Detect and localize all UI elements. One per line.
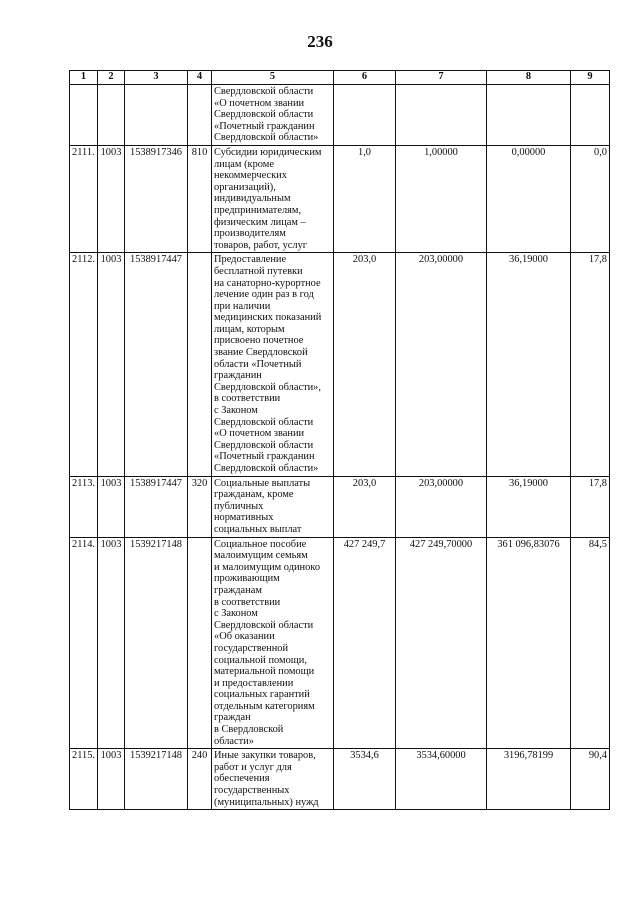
column-header-5: 5 xyxy=(212,71,334,85)
cell-expense-type xyxy=(188,253,212,476)
column-header-2: 2 xyxy=(98,71,125,85)
cell-col9: 90,4 xyxy=(571,749,610,810)
description-line: «О почетном звании xyxy=(214,428,305,440)
cell-col7: 3534,60000 xyxy=(396,749,487,810)
description-line: Иные закупки товаров, xyxy=(214,750,316,762)
cell-num: 2114. xyxy=(70,537,98,749)
cell-col9: 17,8 xyxy=(571,476,610,537)
column-header-6: 6 xyxy=(334,71,396,85)
description-line: государственной xyxy=(214,642,289,654)
description-line: публичных xyxy=(214,500,264,512)
cell-target: 1538917447 xyxy=(125,476,188,537)
cell-col7: 1,00000 xyxy=(396,145,487,252)
cell-target: 1538917346 xyxy=(125,145,188,252)
description-line: и малоимущим одиноко xyxy=(214,561,321,573)
cell-section xyxy=(98,85,125,146)
description-line: в соответствии xyxy=(214,393,281,405)
cell-col8: 361 096,83076 xyxy=(487,537,571,749)
description-line: Социальное пособие xyxy=(214,538,307,550)
page-number: 236 xyxy=(307,32,333,51)
description-line: Свердловской области», xyxy=(214,381,321,393)
cell-num xyxy=(70,85,98,146)
description-line: производителям xyxy=(214,228,286,240)
description-line: области» xyxy=(214,735,254,747)
description-line: работ и услуг для xyxy=(214,761,292,773)
description-line: Предоставление xyxy=(214,254,287,266)
cell-col8 xyxy=(487,85,571,146)
description-line: гражданам, кроме xyxy=(214,489,294,501)
description-line: Свердловской области xyxy=(214,439,314,451)
table-row xyxy=(70,145,610,252)
description-line: социальных выплат xyxy=(214,523,302,535)
description-line: в соответствии xyxy=(214,596,281,608)
description-line: проживающим xyxy=(214,573,280,585)
cell-num: 2115. xyxy=(70,749,98,810)
cell-expense-type: 320 xyxy=(188,476,212,537)
cell-section: 1003 xyxy=(98,537,125,749)
cell-col6: 3534,6 xyxy=(334,749,396,810)
table-row xyxy=(70,537,610,749)
description-line: Свердловской области xyxy=(214,416,314,428)
cell-col6: 1,0 xyxy=(334,145,396,252)
cell-section: 1003 xyxy=(98,749,125,810)
cell-col9: 84,5 xyxy=(571,537,610,749)
description-line: «Почетный гражданин xyxy=(214,120,315,132)
cell-expense-type xyxy=(188,537,212,749)
cell-target: 1539217148 xyxy=(125,749,188,810)
cell-col9 xyxy=(571,85,610,146)
cell-expense-type: 810 xyxy=(188,145,212,252)
column-header-9: 9 xyxy=(571,71,610,85)
description-line: социальных гарантий xyxy=(214,689,310,701)
description-line: и предоставлении xyxy=(214,677,294,689)
description-line: гражданин xyxy=(214,370,262,382)
description-line: при наличии xyxy=(214,300,271,312)
description-line: лицам, которым xyxy=(214,323,285,335)
cell-col9: 17,8 xyxy=(571,253,610,476)
cell-expense-type: 240 xyxy=(188,749,212,810)
cell-col7: 203,00000 xyxy=(396,476,487,537)
description-line: Субсидии юридическим xyxy=(214,146,322,158)
cell-num: 2111. xyxy=(70,145,98,252)
description-line: области «Почетный xyxy=(214,358,302,370)
cell-target: 1538917447 xyxy=(125,253,188,476)
description-line: «Об оказании xyxy=(214,631,275,643)
cell-expense-type xyxy=(188,85,212,146)
cell-description xyxy=(212,749,334,810)
cell-description xyxy=(212,85,334,146)
table-row xyxy=(70,749,610,810)
description-line: гражданам xyxy=(214,584,262,596)
description-line: малоимущим семьям xyxy=(214,550,308,562)
description-line: организаций), xyxy=(214,181,276,193)
description-line: некоммерческих xyxy=(214,170,287,182)
description-line: физическим лицам – xyxy=(214,216,306,228)
column-header-3: 3 xyxy=(125,71,188,85)
column-header-4: 4 xyxy=(188,71,212,85)
budget-table xyxy=(69,70,610,810)
description-line: на санаторно-курортное xyxy=(214,277,321,289)
cell-col8: 3196,78199 xyxy=(487,749,571,810)
description-line: лицам (кроме xyxy=(214,158,274,170)
description-line: медицинских показаний xyxy=(214,312,322,324)
description-line: присвоено почетное xyxy=(214,335,304,347)
description-line: отдельным категориям xyxy=(214,700,315,712)
table-body xyxy=(70,85,610,810)
cell-col6: 203,0 xyxy=(334,253,396,476)
cell-col7: 203,00000 xyxy=(396,253,487,476)
cell-col8: 36,19000 xyxy=(487,253,571,476)
column-header-1: 1 xyxy=(70,71,98,85)
description-line: (муниципальных) нужд xyxy=(214,796,319,808)
cell-col8: 0,00000 xyxy=(487,145,571,252)
cell-num: 2112. xyxy=(70,253,98,476)
description-line: «О почетном звании xyxy=(214,97,305,109)
description-line: обеспечения xyxy=(214,773,270,785)
description-line: лечение один раз в год xyxy=(214,289,314,301)
cell-col8: 36,19000 xyxy=(487,476,571,537)
description-line: Свердловской области» xyxy=(214,132,319,144)
column-header-7: 7 xyxy=(396,71,487,85)
description-line: материальной помощи xyxy=(214,666,315,678)
description-line: бесплатной путевки xyxy=(214,265,303,277)
description-line: Свердловской области xyxy=(214,619,314,631)
description-line: звание Свердловской xyxy=(214,347,308,359)
description-line: государственных xyxy=(214,785,290,797)
cell-col6: 203,0 xyxy=(334,476,396,537)
cell-col7 xyxy=(396,85,487,146)
table-row xyxy=(70,253,610,476)
cell-description xyxy=(212,253,334,476)
description-line: товаров, работ, услуг xyxy=(214,239,308,251)
description-line: «Почетный гражданин xyxy=(214,451,315,463)
description-line: социальной помощи, xyxy=(214,654,307,666)
cell-num: 2113. xyxy=(70,476,98,537)
header-row xyxy=(70,71,610,85)
cell-description xyxy=(212,476,334,537)
cell-section: 1003 xyxy=(98,145,125,252)
description-line: с Законом xyxy=(214,405,258,417)
description-line: Социальные выплаты xyxy=(214,477,311,489)
cell-section: 1003 xyxy=(98,476,125,537)
cell-col9: 0,0 xyxy=(571,145,610,252)
table-row xyxy=(70,476,610,537)
cell-description xyxy=(212,145,334,252)
cell-col6: 427 249,7 xyxy=(334,537,396,749)
description-line: нормативных xyxy=(214,512,274,524)
description-line: в Свердловской xyxy=(214,724,284,736)
cell-col6 xyxy=(334,85,396,146)
continuation-row xyxy=(70,85,610,146)
cell-target xyxy=(125,85,188,146)
column-header-8: 8 xyxy=(487,71,571,85)
description-line: индивидуальным xyxy=(214,193,291,205)
cell-col7: 427 249,70000 xyxy=(396,537,487,749)
cell-section: 1003 xyxy=(98,253,125,476)
description-line: с Законом xyxy=(214,608,258,620)
description-line: предпринимателям, xyxy=(214,204,302,216)
cell-description xyxy=(212,537,334,749)
description-line: Свердловской области xyxy=(214,109,314,121)
description-line: Свердловской области xyxy=(214,86,314,97)
cell-target: 1539217148 xyxy=(125,537,188,749)
description-line: граждан xyxy=(214,712,251,724)
description-line: Свердловской области» xyxy=(214,463,319,474)
